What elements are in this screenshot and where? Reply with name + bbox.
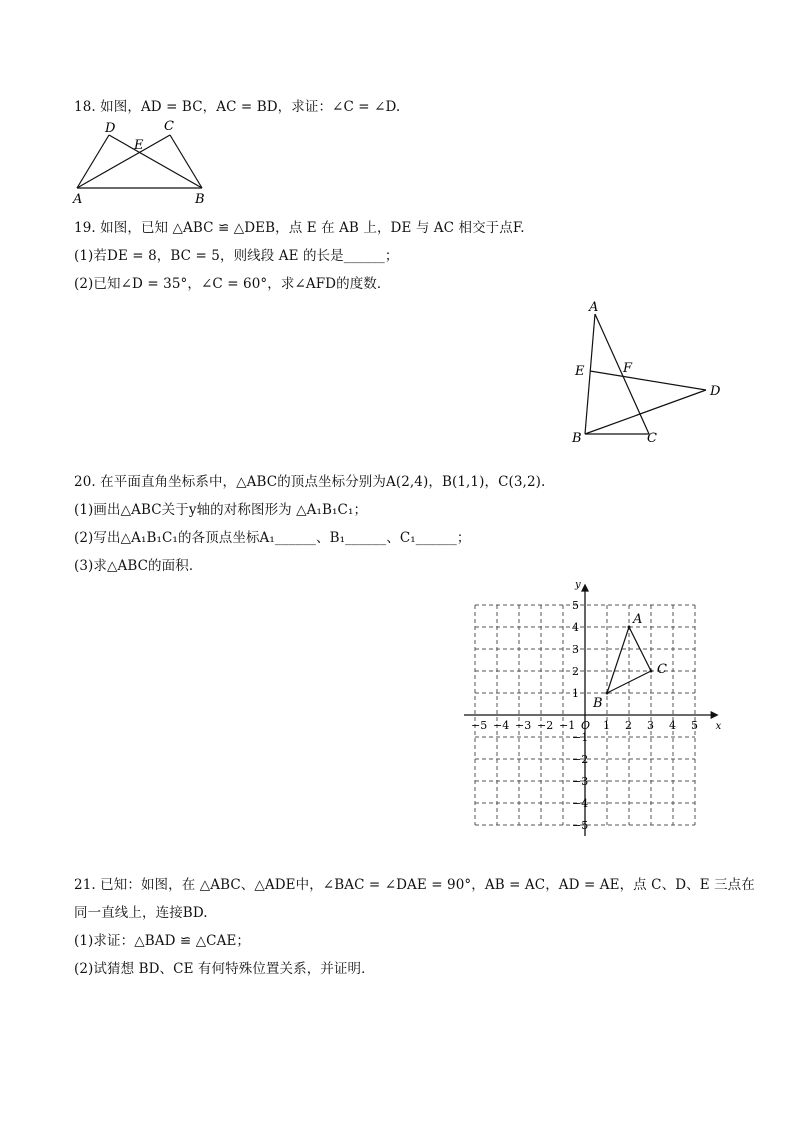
q21-line3: (1)求证：△BAD ≌ △CAE； [74, 933, 251, 949]
q20-line3: (2)写出△A₁B₁C₁的各顶点坐标A₁______、B₁______、C₁______； [74, 530, 471, 546]
y-tick-label: 3 [572, 643, 579, 656]
vertex-b [606, 692, 609, 695]
y-tick-label: −1 [572, 731, 589, 744]
x-tick-label: −4 [493, 719, 510, 732]
q19-line3: (2)已知∠D = 35°，∠C = 60°，求∠AFD的度数． [74, 276, 391, 292]
x-tick-label: 1 [603, 719, 610, 732]
vertex-a [628, 626, 631, 629]
vertex-label-a: A [633, 612, 643, 627]
q20-line1: 20. 在平面直角坐标系中，△ABC的顶点坐标分别为A(2,4)，B(1,1)，C(3,2). [74, 474, 546, 490]
q19-label-f: F [623, 361, 633, 376]
y-tick-label: 5 [572, 599, 579, 612]
x-tick-label: −2 [537, 719, 554, 732]
q18-label-b: B [195, 192, 205, 207]
vertex-c [650, 670, 653, 673]
q19-line2: (1)若DE = 8，BC = 5，则线段 AE 的长是______； [74, 248, 399, 264]
y-tick-label: −2 [572, 753, 589, 766]
y-tick-label: −3 [572, 775, 589, 788]
y-tick-label: 4 [572, 621, 579, 634]
vertex-label-b: B [593, 696, 603, 711]
y-axis-label: y [575, 579, 581, 591]
x-tick-label: −5 [471, 719, 488, 732]
q19-label-a: A [589, 300, 599, 315]
q19-figure [565, 298, 735, 448]
q19-label-c: C [647, 431, 657, 446]
x-tick-label: 5 [691, 719, 698, 732]
x-tick-label: 2 [625, 719, 632, 732]
q18-label-d: D [105, 121, 116, 136]
q18-label-e: E [134, 138, 144, 153]
y-tick-label: 1 [572, 687, 579, 700]
x-axis-arrow [711, 711, 719, 719]
q20-line4: (3)求△ABC的面积． [74, 558, 203, 574]
q18-label-c: C [164, 119, 174, 134]
q21-line4: (2)试猜想 BD、CE 有何特殊位置关系，并证明． [74, 961, 375, 977]
x-tick-label: −1 [559, 719, 576, 732]
vertex-label-c: C [657, 662, 667, 677]
y-tick-label: −4 [572, 797, 589, 810]
q18-text: 18. 如图，AD = BC，AC = BD，求证：∠C = ∠D. [74, 99, 401, 115]
q21-line2: 同一直线上，连接BD. [74, 905, 208, 921]
y-axis-arrow [581, 584, 589, 592]
q21-line1: 21. 已知：如图，在 △ABC、△ADE中，∠BAC = ∠DAE = 90°，AB = AC，AD = AE，点 C、D、E 三点在 [74, 877, 755, 893]
q19-line1: 19. 如图，已知 △ABC ≌ △DEB，点 E 在 AB 上，DE 与 AC 相交于点F. [74, 220, 525, 236]
x-tick-label: 4 [669, 719, 676, 732]
q19-label-d: D [710, 384, 721, 399]
origin-label: O [581, 719, 591, 732]
x-axis-label: x [715, 721, 722, 732]
q20-line2: (1)画出△ABC关于y轴的对称图形为 △A₁B₁C₁； [74, 502, 368, 518]
x-tick-label: −3 [515, 719, 532, 732]
q19-label-b: B [572, 431, 582, 446]
y-tick-label: −5 [572, 819, 589, 832]
y-tick-label: 2 [572, 665, 579, 678]
q18-figure [70, 118, 220, 208]
q18-label-a: A [73, 192, 83, 207]
x-tick-label: 3 [647, 719, 654, 732]
q19-label-e: E [575, 364, 585, 379]
coordinate-grid [458, 578, 728, 848]
